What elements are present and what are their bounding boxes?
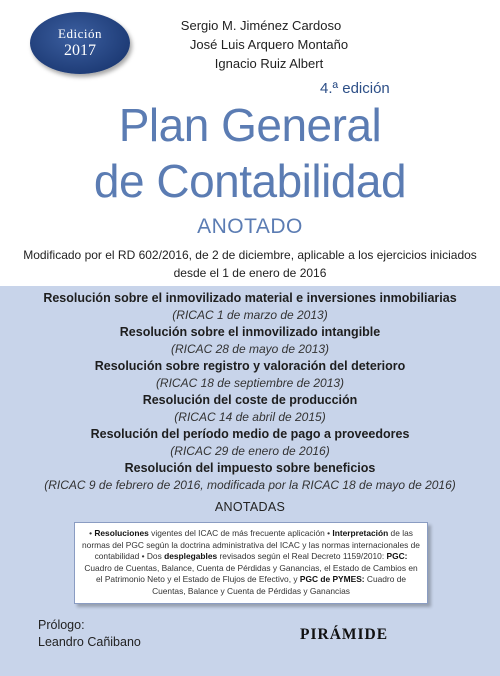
note-text: vigentes del ICAC de más frecuente aplicación <box>148 528 328 538</box>
resolution-item <box>0 426 500 460</box>
prologue-label: Prólogo: <box>38 618 85 632</box>
author-3: Ignacio Ruiz Albert <box>214 56 324 71</box>
resolution-title: Resolución del período medio de pago a proveedores <box>90 427 410 441</box>
note-bold-desplegables: desplegables <box>164 551 218 561</box>
resolution-reference: (RICAC 14 de abril de 2015) <box>174 410 326 424</box>
bullet-icon: • <box>89 528 93 538</box>
note-bold-interpretacion: Interpretación <box>332 528 389 538</box>
badge-year: 2017 <box>64 42 96 59</box>
anotadas-label: ANOTADAS <box>214 500 286 514</box>
resolution-title: Resolución del coste de producción <box>142 393 358 407</box>
resolution-reference: (RICAC 29 de enero de 2016) <box>170 444 330 458</box>
prologue-author: Leandro Cañibano <box>38 635 141 649</box>
resolution-reference: (RICAC 28 de mayo de 2013) <box>170 342 330 356</box>
resolutions-list <box>0 290 500 494</box>
title-line-1: Plan General <box>118 99 382 151</box>
note-text: Cuadro de Cuentas, Balance, Cuenta de Pérdidas y Ganancias, el Estado de Cambios en el Patrimonio Neto y el Estado de Flujos de Efectivo, y <box>84 562 418 584</box>
features-box <box>74 522 428 604</box>
resolution-title: Resolución sobre el inmovilizado intangible <box>119 325 381 339</box>
note-text: Dos <box>144 551 165 561</box>
note-text: revisados según el Real Decreto 1159/2010: <box>217 551 387 561</box>
resolution-title: Resolución sobre el inmovilizado material e inversiones inmobiliarias <box>43 291 457 305</box>
resolution-item <box>0 358 500 392</box>
edition-number: 4.ª edición <box>320 80 390 97</box>
author-1: Sergio M. Jiménez Cardoso <box>180 18 342 33</box>
resolution-title: Resolución sobre registro y valoración del deterioro <box>94 359 406 373</box>
resolution-reference: (RICAC 1 de marzo de 2013) <box>172 308 328 322</box>
resolution-reference: (RICAC 9 de febrero de 2016, modificada por la RICAC 18 de mayo de 2016) <box>44 478 456 492</box>
note-text: Cuadro de Cuentas, Balance y Cuenta de Pérdidas y Ganancias <box>152 574 407 596</box>
note-bold-pgc: PGC: <box>386 551 408 561</box>
bullet-icon: • <box>141 551 145 561</box>
note-bold-resoluciones: Resoluciones <box>94 528 149 538</box>
prologue <box>38 617 141 651</box>
resolution-title: Resolución del impuesto sobre beneficios <box>124 461 376 475</box>
modification-note <box>20 246 480 282</box>
modification-line-1: Modificado por el RD 602/2016, de 2 de diciembre, aplicable a los ejercicios iniciados <box>23 248 477 262</box>
note-text: de las normas del PGC según la doctrina administrativa del ICAC y las normas internacionales de contabilidad <box>82 528 420 561</box>
badge-label: Edición <box>58 26 102 41</box>
resolution-item <box>0 290 500 324</box>
bullet-icon: • <box>327 528 331 538</box>
note-bold-pgc-pymes: PGC de PYMES: <box>299 574 365 584</box>
resolution-item <box>0 460 500 494</box>
authors <box>0 16 500 73</box>
publisher-logo: PIRÁMIDE <box>300 626 389 643</box>
resolution-item <box>0 392 500 426</box>
subtitle: ANOTADO <box>197 215 303 238</box>
title-line-2: de Contabilidad <box>93 155 407 207</box>
resolution-reference: (RICAC 18 de septiembre de 2013) <box>155 376 345 390</box>
resolution-item <box>0 324 500 358</box>
modification-line-2: desde el 1 de enero de 2016 <box>173 266 327 280</box>
author-2: José Luis Arquero Montaño <box>189 37 349 52</box>
